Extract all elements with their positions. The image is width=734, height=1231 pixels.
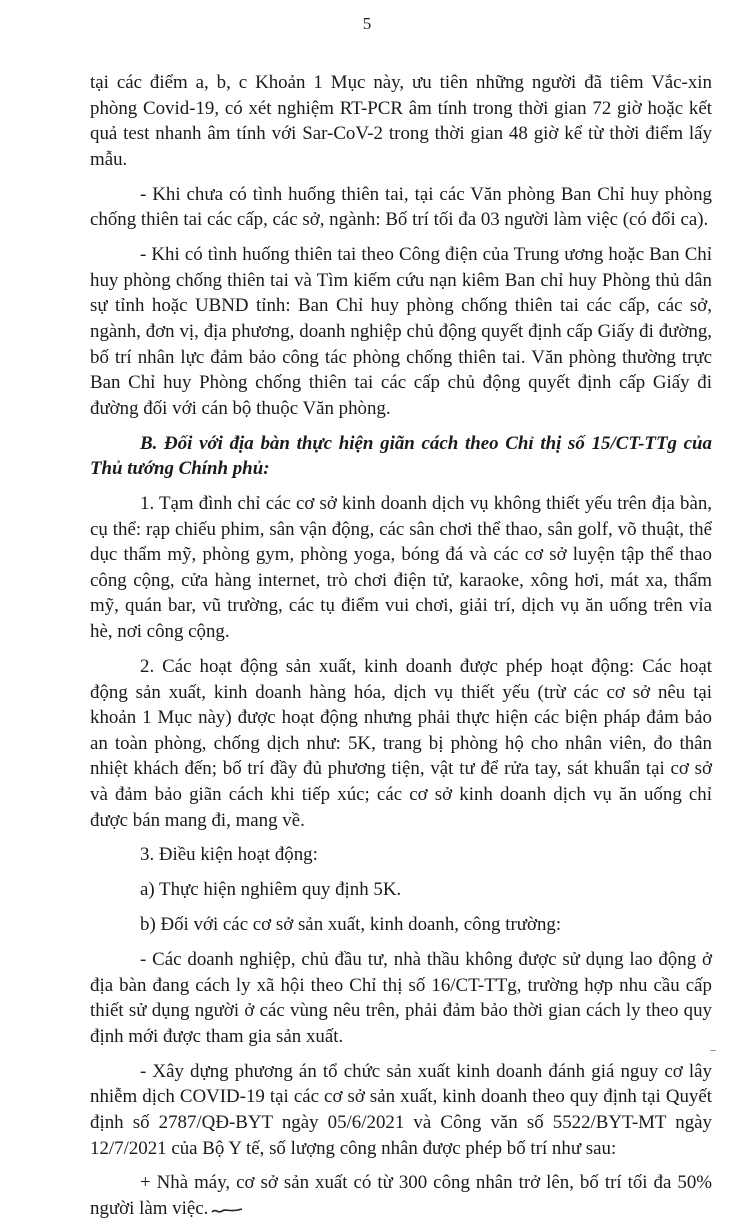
paragraph-factory xyxy=(90,1170,712,1221)
paragraph-labor: - Các doanh nghiệp, chủ đầu tư, nhà thầu không được sử dụng lao động ở địa bàn đang cách ly xã hội theo Chỉ thị số 16/CT-TTg, trường hợp nhu cầu cấp thiết sử dụng người ở các vùng nêu trên, phải đảm bảo thời gian cách ly theo quy định mới được tham gia sản xuất. xyxy=(90,949,712,1047)
paragraph-item-3b: b) Đối với các cơ sở sản xuất, kinh doanh, công trường: xyxy=(140,914,562,936)
paragraph-item-1: 1. Tạm đình chỉ các cơ sở kinh doanh dịch vụ không thiết yếu trên địa bàn, cụ thể: rạp chiếu phim, sân vận động, các sân chơi thể thao, sân golf, võ thuật, thể dục thẩm mỹ, phòng gym, phòng yoga, bóng đá và các cơ sở luyện tập thể thao công cộng, cửa hàng internet, trò chơi điện tử, karaoke, xông hơi, mát xa, thẩm mỹ, quán bar, vũ trường, các tụ điểm vui chơi, giải trí, dịch vụ ăn uống trên vỉa hè, nơi công cộng. xyxy=(90,493,712,643)
document-body xyxy=(90,70,712,1231)
paragraph-disaster: - Khi có tình huống thiên tai theo Công điện của Trung ương hoặc Ban Chỉ huy phòng chống thiên tai và Tìm kiếm cứu nạn kiêm Ban chỉ huy Phòng thủ dân sự tỉnh hoặc UBND tỉnh: Ban Chỉ huy phòng chống thiên tai các cấp, các sở, ngành, đơn vị, địa phương, doanh nghiệp chủ động quyết định cấp Giấy đi đường, bố trí nhân lực đảm bảo công tác phòng chống thiên tai. Văn phòng thường trực Ban Chỉ huy Phòng chống thiên tai các cấp chủ động quyết định cấp Giấy đi đường đối với cán bộ thuộc Văn phòng. xyxy=(90,244,712,419)
margin-mark xyxy=(710,1050,716,1051)
paragraph-item-3a: a) Thực hiện nghiêm quy định 5K. xyxy=(140,879,402,901)
section-heading-b: B. Đối với địa bàn thực hiện giãn cách theo Chỉ thị số 15/CT-TTg của Thủ tướng Chính phủ: xyxy=(90,432,712,480)
paragraph-continuation: tại các điểm a, b, c Khoản 1 Mục này, ưu tiên những người đã tiêm Vắc-xin phòng Covid-19, có xét nghiệm RT-PCR âm tính trong thời gian 72 giờ hoặc kết quả test nhanh âm tính với Sar-CoV-2 trong thời gian 48 giờ kể từ thời điểm lấy mẫu. xyxy=(90,72,712,170)
paragraph-plan: - Xây dựng phương án tổ chức sản xuất kinh doanh đánh giá nguy cơ lây nhiễm dịch COVID-19 tại các cơ sở sản xuất, kinh doanh theo quy định tại Quyết định số 2787/QĐ-BYT ngày 05/6/2021 và Công văn số 5522/BYT-MT ngày 12/7/2021 của Bộ Y tế, số lượng công nhân được phép bố trí như sau: xyxy=(90,1060,712,1159)
page-number: 5 xyxy=(362,14,372,33)
paragraph-no-disaster: - Khi chưa có tình huống thiên tai, tại các Văn phòng Ban Chỉ huy phòng chống thiên tai các cấp, các sở, ngành: Bố trí tối đa 03 người làm việc (có đổi ca). xyxy=(90,183,712,231)
paragraph-item-3: 3. Điều kiện hoạt động: xyxy=(140,844,318,866)
paragraph-factory-text: + Nhà máy, cơ sở sản xuất có từ 300 công nhân trở lên, bố trí tối đa 50% người làm việc. xyxy=(90,1172,712,1220)
paragraph-item-2: 2. Các hoạt động sản xuất, kinh doanh được phép hoạt động: Các hoạt động sản xuất, kinh doanh hàng hóa, dịch vụ thiết yếu (trừ các cơ sở nêu tại khoản 1 Mục này) được hoạt động nhưng phải thực hiện các biện pháp đảm bảo an toàn phòng, chống dịch như: 5K, trang bị phòng hộ cho nhân viên, đo thân nhiệt khách đến; bố trí đầy đủ phương tiện, vật tư để rửa tay, sát khuẩn tại cơ sở và đảm bảo giãn cách khi tiếp xúc; các cơ sở kinh doanh dịch vụ ăn uống chỉ được bán mang đi, mang về. xyxy=(90,655,712,831)
